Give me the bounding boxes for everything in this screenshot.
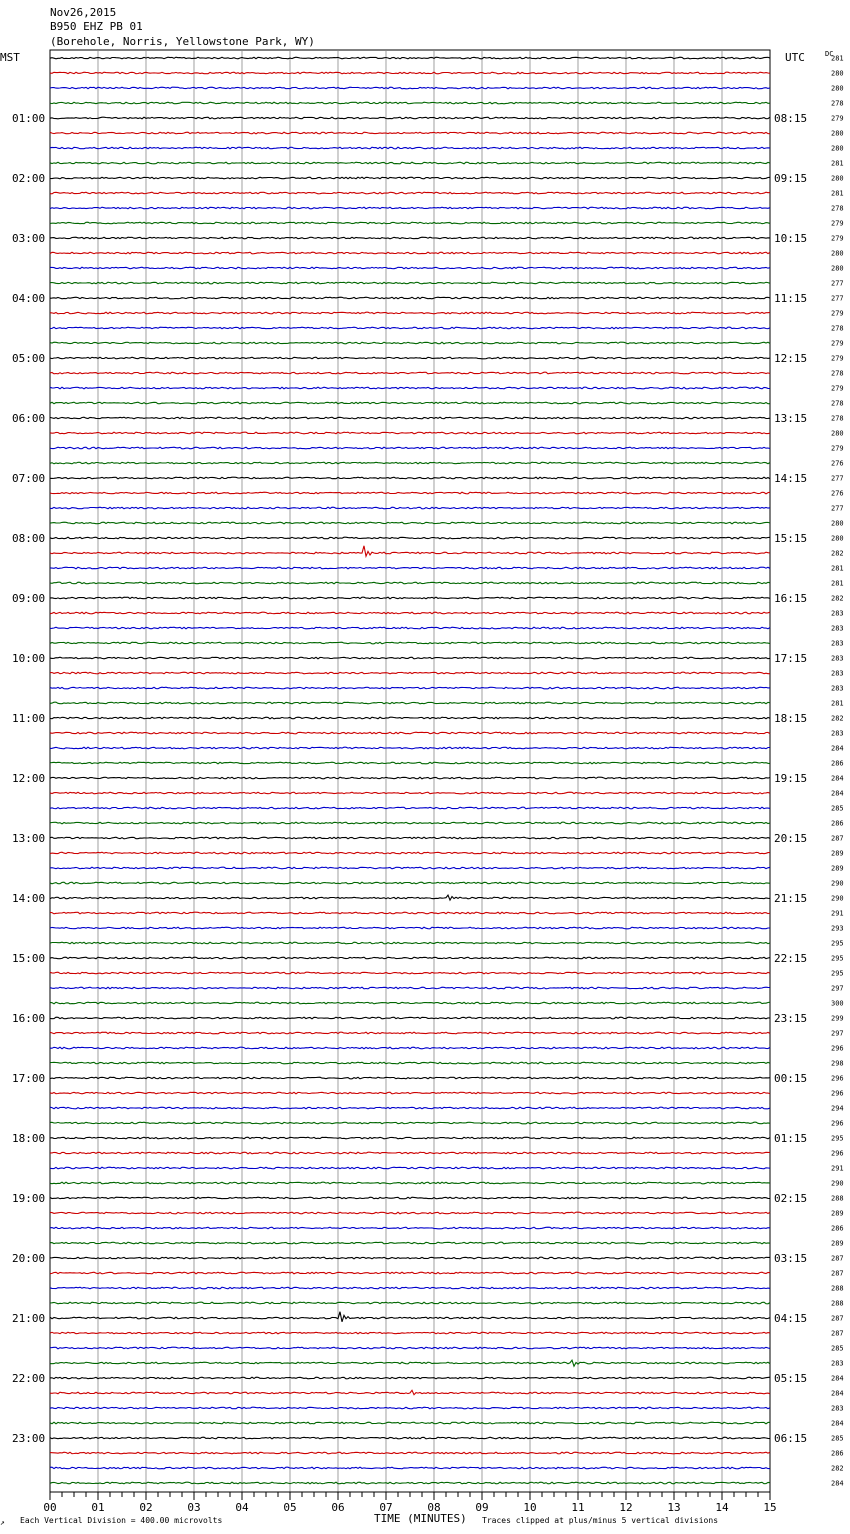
dc-offset: 281 <box>831 579 844 588</box>
utc-hour-labels <box>774 112 807 1445</box>
trace-row <box>50 1390 770 1394</box>
trace-row <box>50 895 770 900</box>
dc-offset: 291 <box>831 1164 844 1173</box>
trace-row <box>50 1047 770 1049</box>
mst-hour-label: 19:00 <box>12 1192 46 1205</box>
dc-offset: 279 <box>831 384 844 393</box>
trace-row <box>50 177 770 179</box>
utc-hour-label: 16:15 <box>774 592 808 605</box>
dc-offset: 286 <box>831 759 844 768</box>
trace-row <box>50 1287 770 1289</box>
trace-row <box>50 837 770 839</box>
x-tick-label: 02 <box>139 1501 153 1514</box>
dc-offset: 290 <box>831 879 844 888</box>
dc-offset: 279 <box>831 444 844 453</box>
trace-row <box>50 702 770 704</box>
utc-hour-label: 18:15 <box>774 712 808 725</box>
trace-row <box>50 1092 770 1094</box>
mst-hour-label: 14:00 <box>12 892 46 905</box>
dc-offset: 285 <box>831 1344 844 1353</box>
trace-row <box>50 477 770 479</box>
dc-offset: 296 <box>831 1044 844 1053</box>
trace-row <box>50 1377 770 1379</box>
trace-row <box>50 957 770 959</box>
trace-row <box>50 522 770 524</box>
trace-row <box>50 402 770 404</box>
dc-offset: 278 <box>831 414 844 423</box>
dc-offset: 298 <box>831 1059 844 1068</box>
dc-offset: 283 <box>831 639 844 648</box>
trace-row <box>50 597 770 599</box>
trace-row <box>50 1017 770 1019</box>
trace-row <box>50 282 770 284</box>
dc-offset: 280 <box>831 174 844 183</box>
dc-offset: 284 <box>831 1389 844 1398</box>
dc-offset: 295 <box>831 1134 844 1143</box>
trace-row <box>50 1302 770 1304</box>
dc-offset: 279 <box>831 354 844 363</box>
dc-header: DC <box>825 50 834 58</box>
trace-row <box>50 1467 770 1469</box>
dc-offset: 284 <box>831 1419 844 1428</box>
trace-row <box>50 1002 770 1004</box>
trace-row <box>50 1422 770 1424</box>
trace-row <box>50 1077 770 1079</box>
trace-row <box>50 927 770 929</box>
trace-row <box>50 1347 770 1349</box>
dc-offset: 296 <box>831 1074 844 1083</box>
dc-offset: 283 <box>831 729 844 738</box>
trace-row <box>50 912 770 914</box>
dc-offset: 278 <box>831 399 844 408</box>
dc-offset: 289 <box>831 864 844 873</box>
mst-hour-label: 20:00 <box>12 1252 46 1265</box>
mst-hour-label: 22:00 <box>12 1372 46 1385</box>
trace-row <box>50 192 770 194</box>
utc-hour-label: 01:15 <box>774 1132 808 1145</box>
mst-hour-label: 17:00 <box>12 1072 46 1085</box>
utc-hour-label: 22:15 <box>774 952 808 965</box>
mst-hour-label: 10:00 <box>12 652 46 665</box>
trace-row <box>50 237 770 239</box>
dc-offset: 281 <box>831 564 844 573</box>
time-axis <box>43 1492 776 1514</box>
dc-offset: 284 <box>831 744 844 753</box>
utc-hour-label: 14:15 <box>774 472 808 485</box>
dc-offset: 279 <box>831 309 844 318</box>
dc-offset: 280 <box>831 249 844 258</box>
dc-offset: 287 <box>831 1314 844 1323</box>
dc-offset: 283 <box>831 609 844 618</box>
trace-row <box>50 1167 770 1169</box>
trace-row <box>50 87 770 89</box>
mst-hour-label: 05:00 <box>12 352 46 365</box>
trace-row <box>50 972 770 974</box>
dc-offset: 276 <box>831 489 844 498</box>
x-tick-label: 04 <box>235 1501 249 1514</box>
trace-row <box>50 147 770 149</box>
dc-offset: 297 <box>831 1029 844 1038</box>
trace-row <box>50 942 770 944</box>
utc-hour-label: 15:15 <box>774 532 808 545</box>
trace-row <box>50 687 770 689</box>
dc-offset: 287 <box>831 1254 844 1263</box>
dc-offset: 283 <box>831 684 844 693</box>
dc-offset: 284 <box>831 789 844 798</box>
utc-hour-label: 04:15 <box>774 1312 808 1325</box>
x-tick-label: 01 <box>91 1501 105 1514</box>
dc-offset: 283 <box>831 1404 844 1413</box>
dc-offset: 277 <box>831 504 844 513</box>
dc-offset: 295 <box>831 969 844 978</box>
x-tick-label: 07 <box>379 1501 393 1514</box>
utc-hour-label: 23:15 <box>774 1012 808 1025</box>
mst-hour-label: 12:00 <box>12 772 46 785</box>
dc-offset: 289 <box>831 1239 844 1248</box>
dc-offset: 290 <box>831 1179 844 1188</box>
dc-offset: 295 <box>831 939 844 948</box>
x-tick-label: 13 <box>667 1501 681 1514</box>
dc-offset: 299 <box>831 1014 844 1023</box>
trace-row <box>50 267 770 269</box>
dc-offset: 276 <box>831 459 844 468</box>
dc-offset: 281 <box>831 54 844 63</box>
dc-offset: 282 <box>831 714 844 723</box>
dc-offset: 288 <box>831 1194 844 1203</box>
x-tick-label: 05 <box>283 1501 297 1514</box>
dc-offset-labels <box>831 55 844 1488</box>
trace-row <box>50 1360 770 1366</box>
clip-note: Traces clipped at plus/minus 5 vertical divisions <box>482 1516 719 1525</box>
dc-offset: 289 <box>831 1209 844 1218</box>
utc-hour-label: 19:15 <box>774 772 808 785</box>
x-tick-label: 11 <box>571 1501 585 1514</box>
utc-hour-label: 12:15 <box>774 352 808 365</box>
dc-offset: 282 <box>831 1464 844 1473</box>
utc-hour-label: 09:15 <box>774 172 808 185</box>
trace-row <box>50 987 770 989</box>
x-tick-label: 06 <box>331 1501 345 1514</box>
dc-offset: 279 <box>831 339 844 348</box>
mst-hour-label: 09:00 <box>12 592 46 605</box>
trace-row <box>50 717 770 719</box>
dc-offset: 280 <box>831 534 844 543</box>
dc-offset: 283 <box>831 669 844 678</box>
mst-hour-label: 16:00 <box>12 1012 46 1025</box>
mst-hour-label: 21:00 <box>12 1312 46 1325</box>
dc-offset: 283 <box>831 654 844 663</box>
trace-row <box>50 1182 770 1184</box>
minute-grid <box>50 50 770 1492</box>
trace-row <box>50 1122 770 1124</box>
dc-offset: 280 <box>831 144 844 153</box>
trace-row <box>50 867 770 869</box>
plot-frame <box>50 50 770 1492</box>
utc-hour-label: 11:15 <box>774 292 808 305</box>
dc-offset: 300 <box>831 999 844 1008</box>
utc-hour-label: 20:15 <box>774 832 808 845</box>
dc-offset: 281 <box>831 189 844 198</box>
trace-row <box>50 777 770 779</box>
trace-row <box>50 1332 770 1334</box>
record-date: Nov26,2015 <box>50 6 117 19</box>
trace-row <box>50 732 770 734</box>
trace-row <box>50 1452 770 1454</box>
utc-hour-label: 00:15 <box>774 1072 808 1085</box>
utc-hour-label: 02:15 <box>774 1192 808 1205</box>
x-tick-label: 10 <box>523 1501 537 1514</box>
mst-hour-label: 15:00 <box>12 952 46 965</box>
trace-row <box>50 807 770 809</box>
utc-hour-label: 13:15 <box>774 412 808 425</box>
dc-offset: 278 <box>831 204 844 213</box>
trace-row <box>50 1197 770 1199</box>
dc-offset: 280 <box>831 69 844 78</box>
trace-row <box>50 762 770 764</box>
trace-row <box>50 387 770 389</box>
mst-axis-title: MST <box>0 51 20 64</box>
x-tick-label: 12 <box>619 1501 633 1514</box>
dc-offset: 277 <box>831 474 844 483</box>
x-tick-label: 03 <box>187 1501 201 1514</box>
trace-row <box>50 1227 770 1229</box>
dc-offset: 280 <box>831 129 844 138</box>
dc-offset: 278 <box>831 324 844 333</box>
trace-row <box>50 252 770 254</box>
dc-offset: 287 <box>831 1329 844 1338</box>
trace-row <box>50 1272 770 1274</box>
dc-offset: 284 <box>831 1479 844 1488</box>
trace-row <box>50 792 770 794</box>
trace-row <box>50 492 770 494</box>
dc-offset: 288 <box>831 1284 844 1293</box>
corner-mark: ↗ <box>0 1518 5 1527</box>
vertical-scale-note: Each Vertical Division = 400.00 microvolts <box>20 1516 223 1525</box>
dc-offset: 285 <box>831 804 844 813</box>
mst-hour-label: 13:00 <box>12 832 46 845</box>
dc-offset: 293 <box>831 924 844 933</box>
dc-offset: 285 <box>831 1434 844 1443</box>
trace-row <box>50 882 770 884</box>
dc-offset: 287 <box>831 834 844 843</box>
trace-row <box>50 1212 770 1214</box>
dc-offset: 296 <box>831 1149 844 1158</box>
trace-row <box>50 642 770 644</box>
dc-offset: 296 <box>831 1089 844 1098</box>
seismic-traces <box>50 57 770 1484</box>
mst-hour-label: 23:00 <box>12 1432 46 1445</box>
trace-row <box>50 462 770 464</box>
dc-offset: 282 <box>831 594 844 603</box>
trace-row <box>50 747 770 749</box>
dc-offset: 283 <box>831 624 844 633</box>
trace-row <box>50 1312 770 1322</box>
utc-hour-label: 17:15 <box>774 652 808 665</box>
trace-row <box>50 207 770 209</box>
x-tick-label: 00 <box>43 1501 57 1514</box>
trace-row <box>50 102 770 104</box>
trace-row <box>50 162 770 164</box>
x-tick-label: 08 <box>427 1501 441 1514</box>
trace-row <box>50 57 770 59</box>
dc-offset: 280 <box>831 429 844 438</box>
trace-row <box>50 432 770 434</box>
trace-row <box>50 657 770 659</box>
trace-row <box>50 372 770 374</box>
trace-row <box>50 1257 770 1259</box>
trace-row <box>50 1437 770 1439</box>
x-tick-label: 15 <box>763 1501 777 1514</box>
trace-row <box>50 507 770 509</box>
trace-row <box>50 546 770 556</box>
dc-offset: 281 <box>831 699 844 708</box>
x-tick-label: 14 <box>715 1501 729 1514</box>
trace-row <box>50 612 770 614</box>
dc-offset: 280 <box>831 264 844 273</box>
trace-row <box>50 1152 770 1154</box>
station-location: (Borehole, Norris, Yellowstone Park, WY) <box>50 35 315 48</box>
dc-offset: 279 <box>831 234 844 243</box>
dc-offset: 284 <box>831 774 844 783</box>
dc-offset: 277 <box>831 294 844 303</box>
x-tick-label: 09 <box>475 1501 489 1514</box>
dc-offset: 288 <box>831 1299 844 1308</box>
mst-hour-label: 02:00 <box>12 172 46 185</box>
trace-row <box>50 447 770 449</box>
mst-hour-labels <box>12 112 45 1445</box>
dc-offset: 291 <box>831 909 844 918</box>
dc-offset: 294 <box>831 1104 844 1113</box>
trace-row <box>50 72 770 74</box>
trace-row <box>50 222 770 224</box>
x-axis-title: TIME (MINUTES) <box>374 1512 467 1525</box>
dc-offset: 282 <box>831 549 844 558</box>
dc-offset: 290 <box>831 894 844 903</box>
utc-hour-label: 21:15 <box>774 892 808 905</box>
dc-offset: 287 <box>831 1269 844 1278</box>
dc-offset: 296 <box>831 1119 844 1128</box>
mst-hour-label: 08:00 <box>12 532 46 545</box>
mst-hour-label: 18:00 <box>12 1132 46 1145</box>
trace-row <box>50 1062 770 1064</box>
dc-offset: 295 <box>831 954 844 963</box>
mst-hour-label: 01:00 <box>12 112 46 125</box>
dc-offset: 289 <box>831 849 844 858</box>
trace-row <box>50 297 770 299</box>
trace-row <box>50 537 770 539</box>
trace-row <box>50 327 770 329</box>
mst-hour-label: 03:00 <box>12 232 46 245</box>
utc-hour-label: 06:15 <box>774 1432 808 1445</box>
utc-axis-title: UTC <box>785 51 805 64</box>
mst-hour-label: 04:00 <box>12 292 46 305</box>
station-code: B950 EHZ PB 01 <box>50 20 143 33</box>
trace-row <box>50 132 770 134</box>
dc-offset: 278 <box>831 99 844 108</box>
utc-hour-label: 03:15 <box>774 1252 808 1265</box>
trace-row <box>50 312 770 314</box>
dc-offset: 286 <box>831 1449 844 1458</box>
utc-hour-label: 05:15 <box>774 1372 808 1385</box>
trace-row <box>50 117 770 119</box>
trace-row <box>50 1242 770 1244</box>
utc-hour-label: 08:15 <box>774 112 808 125</box>
dc-offset: 286 <box>831 819 844 828</box>
trace-row <box>50 357 770 359</box>
trace-row <box>50 627 770 629</box>
trace-row <box>50 672 770 674</box>
trace-row <box>50 1032 770 1034</box>
dc-offset: 284 <box>831 1374 844 1383</box>
trace-row <box>50 1407 770 1409</box>
dc-offset: 283 <box>831 1359 844 1368</box>
trace-row <box>50 582 770 584</box>
trace-row <box>50 342 770 344</box>
dc-offset: 279 <box>831 219 844 228</box>
trace-row <box>50 417 770 419</box>
dc-offset: 297 <box>831 984 844 993</box>
mst-hour-label: 06:00 <box>12 412 46 425</box>
trace-row <box>50 822 770 824</box>
utc-hour-label: 10:15 <box>774 232 808 245</box>
mst-hour-label: 11:00 <box>12 712 46 725</box>
trace-row <box>50 852 770 854</box>
dc-offset: 286 <box>831 1224 844 1233</box>
dc-offset: 278 <box>831 369 844 378</box>
dc-offset: 281 <box>831 159 844 168</box>
dc-offset: 280 <box>831 84 844 93</box>
mst-hour-label: 07:00 <box>12 472 46 485</box>
dc-offset: 277 <box>831 279 844 288</box>
dc-offset: 279 <box>831 114 844 123</box>
trace-row <box>50 1137 770 1139</box>
trace-row <box>50 1107 770 1109</box>
dc-offset: 280 <box>831 519 844 528</box>
trace-row <box>50 1482 770 1484</box>
trace-row <box>50 567 770 569</box>
